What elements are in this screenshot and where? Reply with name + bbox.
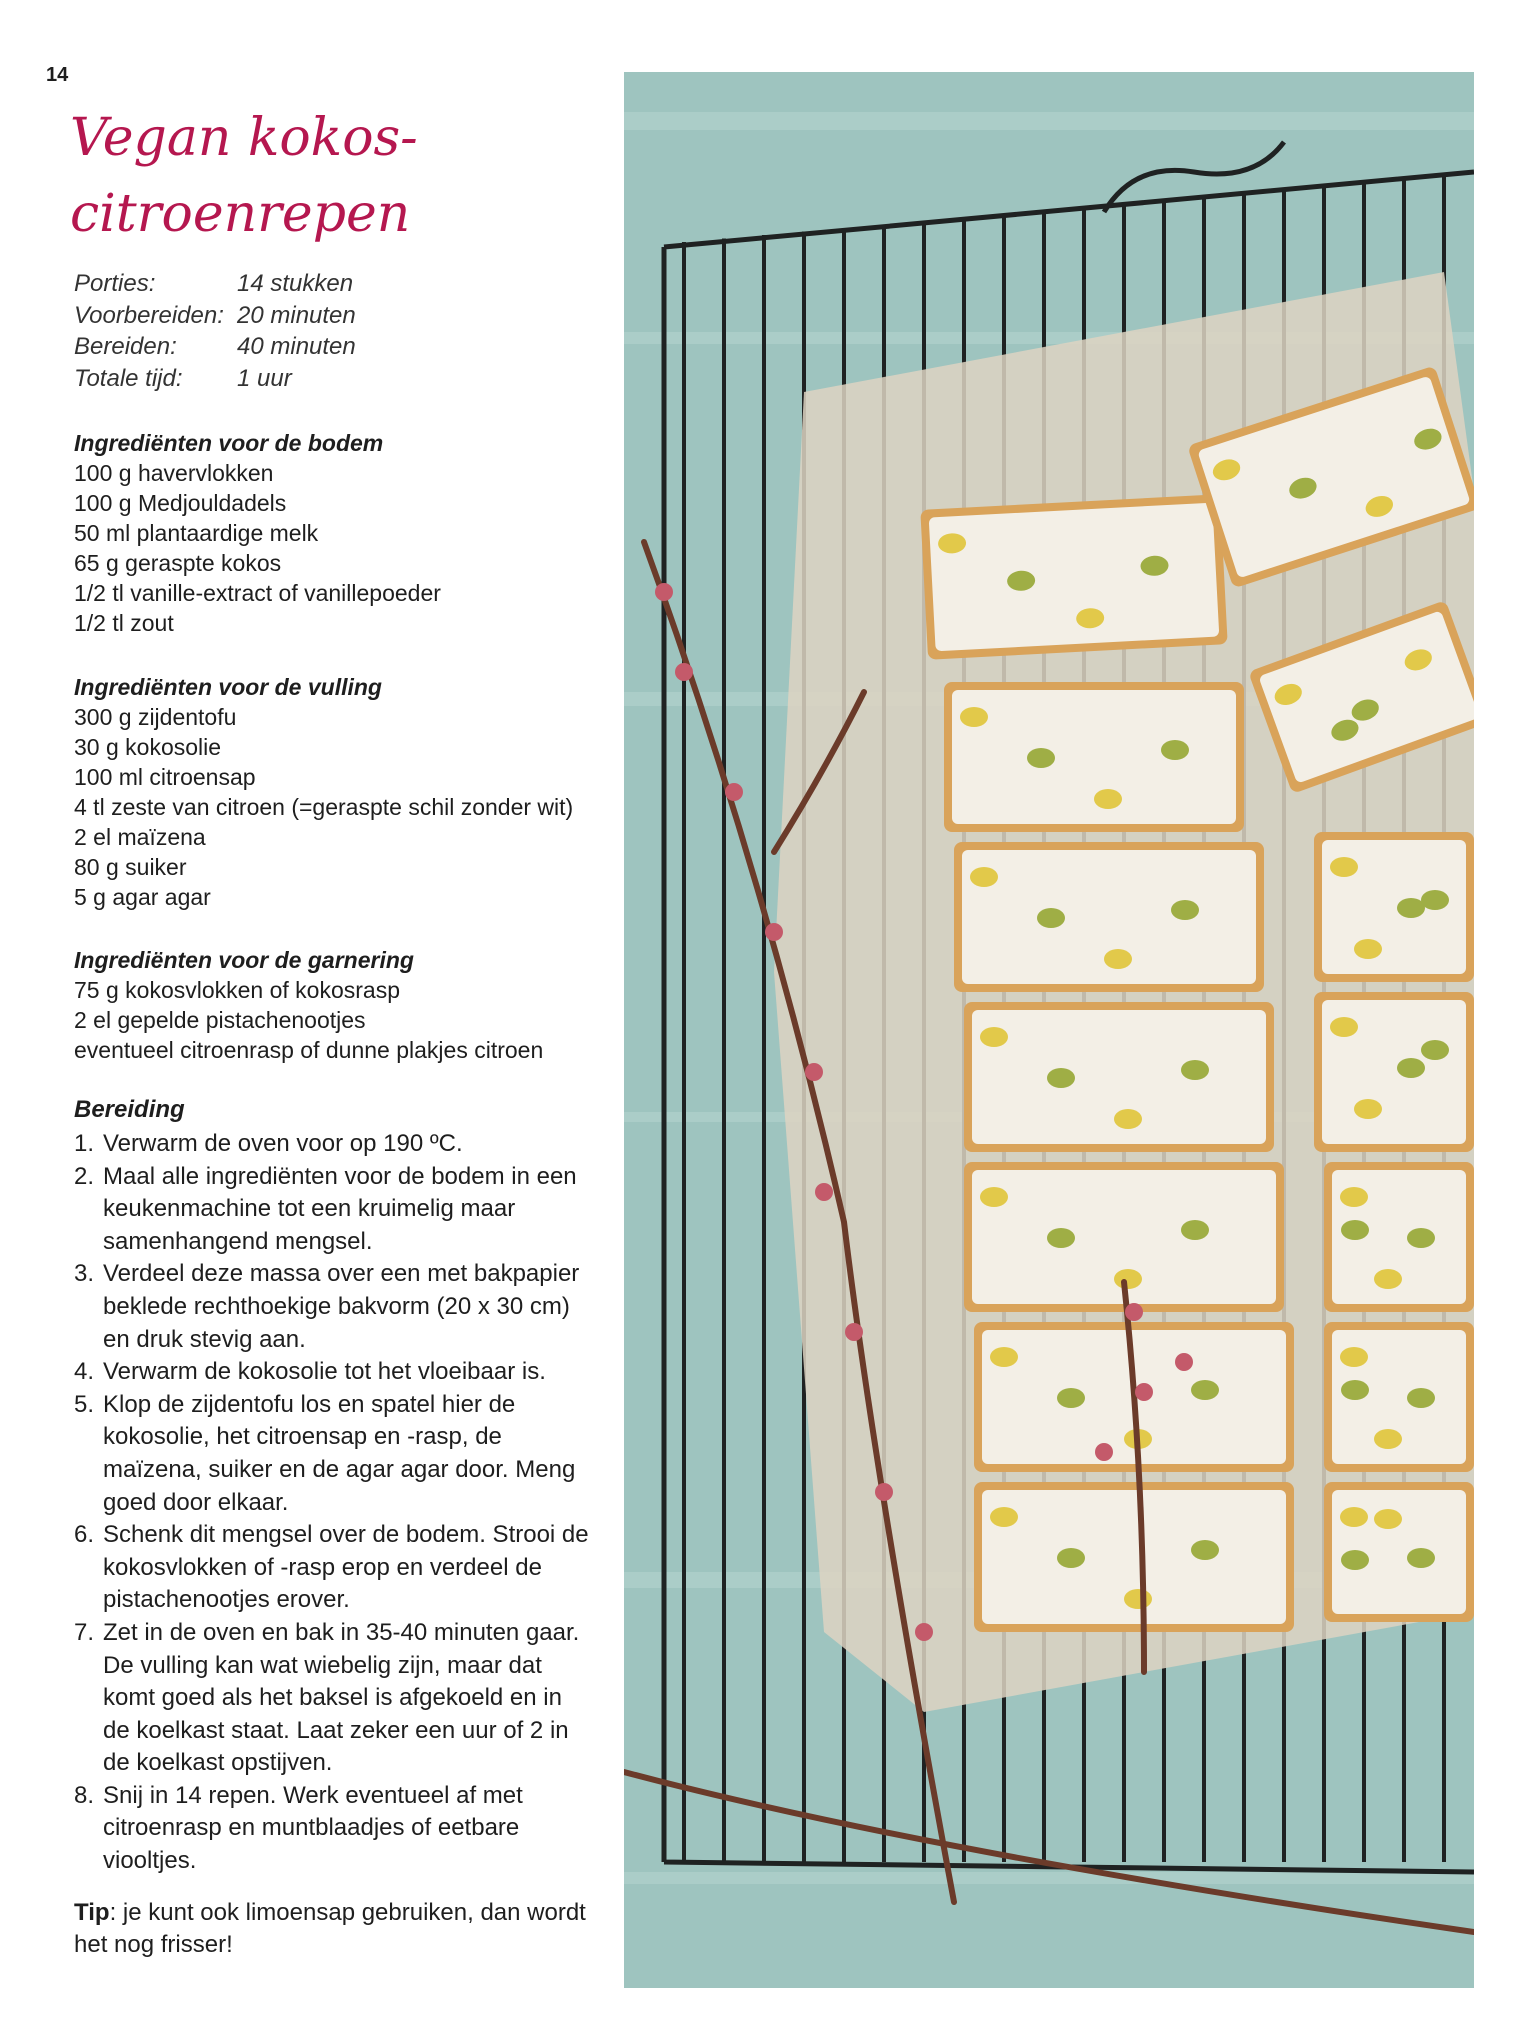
blossom-bud: [915, 1623, 933, 1641]
step-text: Snij in 14 repen. Werk eventueel af met citroenrasp en muntblaadjes of eetbare viooltjes.: [103, 1781, 523, 1875]
pistachio: [1114, 1269, 1142, 1289]
meta-value: 14 stukken: [237, 270, 354, 297]
step-number: 1.: [74, 1130, 95, 1157]
section-heading: Ingrediënten voor de garnering: [74, 947, 414, 973]
meta-value: 1 uur: [237, 364, 292, 392]
recipe-tip: [74, 1897, 594, 1961]
step-number: 8.: [74, 1781, 95, 1809]
section-heading: Ingrediënten voor de vulling: [74, 674, 382, 700]
step-number: 6.: [74, 1521, 95, 1549]
ingredient-item: 1/2 tl zout: [74, 610, 174, 636]
pistachio: [1027, 748, 1055, 768]
ingredient-item: 100 g Medjouldadels: [74, 490, 287, 516]
pistachio: [1104, 949, 1132, 969]
pistachio: [1407, 1548, 1435, 1568]
step-number: 2.: [74, 1162, 95, 1190]
pistachio: [1374, 1429, 1402, 1449]
section-heading: Ingrediënten voor de bodem: [74, 430, 384, 456]
pistachio: [1057, 1388, 1085, 1408]
coconut-bar: [1324, 1162, 1474, 1312]
pistachio: [1340, 1507, 1368, 1527]
tip-text: : je kunt ook limoensap gebruiken, dan wordt het nog frisser!: [74, 1899, 586, 1958]
preparation-steps: [74, 1094, 594, 1878]
step-number: 5.: [74, 1390, 95, 1418]
step-item: [74, 1356, 594, 1389]
step-text: Verwarm de kokosolie tot het vloeibaar is.: [103, 1358, 546, 1386]
coconut-bar: [1324, 1322, 1474, 1472]
blossom-bud: [875, 1483, 893, 1501]
ingredient-item: eventueel citroenrasp of dunne plakjes citroen: [74, 1037, 544, 1063]
ingredients-garnering: [74, 945, 594, 1065]
coconut-bar: [1314, 992, 1474, 1152]
meta-label: Bereiden:: [74, 333, 177, 360]
pistachio: [1354, 1099, 1382, 1119]
pistachio: [980, 1027, 1008, 1047]
blossom-bud: [1175, 1353, 1193, 1371]
meta-value: 20 minuten: [237, 301, 356, 329]
step-item: [74, 1617, 594, 1780]
pistachio: [960, 707, 988, 727]
blossom-bud: [725, 783, 743, 801]
step-item: [74, 1389, 594, 1519]
pistachio: [1407, 1388, 1435, 1408]
pistachio: [1354, 939, 1382, 959]
coconut-bar: [920, 494, 1227, 659]
step-text: Maal alle ingrediënten voor de bodem in een keukenmachine tot een kruimelig maar samenhangend mengsel.: [103, 1162, 577, 1255]
blossom-bud: [765, 923, 783, 941]
ingredient-item: 75 g kokosvlokken of kokosrasp: [74, 977, 401, 1003]
ingredient-item: 65 g geraspte kokos: [74, 550, 282, 576]
title-line-1: Vegan kokos-: [70, 108, 418, 168]
pistachio: [1094, 789, 1122, 809]
blossom-bud: [1095, 1443, 1113, 1461]
ingredient-item: 5 g agar agar: [74, 884, 211, 910]
step-number: 3.: [74, 1260, 95, 1288]
coconut-bar: [954, 842, 1264, 992]
pistachio: [1181, 1060, 1209, 1080]
pistachio: [1047, 1068, 1075, 1088]
ingredient-item: 1/2 tl vanille-extract of vanillepoeder: [74, 580, 441, 606]
blossom-bud: [1125, 1303, 1143, 1321]
coconut-bar: [1314, 832, 1474, 982]
ingredients-vulling: [74, 672, 594, 912]
ingredient-item: 2 el gepelde pistachenootjes: [74, 1007, 366, 1033]
meta-label: Totale tijd:: [74, 364, 183, 392]
blossom-bud: [815, 1183, 833, 1201]
step-item: [74, 1780, 594, 1878]
page-number: 14: [46, 64, 69, 86]
step-text: Verdeel deze massa over een met bakpapier beklede rechthoekige bakvorm (20 x 30 cm) en druk stevig aan.: [103, 1260, 580, 1353]
pistachio: [1341, 1220, 1369, 1240]
ingredient-item: 100 ml citroensap: [74, 764, 256, 790]
meta-label: Voorbereiden:: [74, 301, 224, 329]
title-line-2: citroenrepen: [70, 184, 411, 244]
step-text: Schenk dit mengsel over de bodem. Strooi de kokosvlokken of -rasp erop en verdeel de pistachenootjes erover.: [103, 1521, 589, 1614]
ingredient-item: 50 ml plantaardige melk: [74, 520, 319, 546]
coconut-bar: [944, 682, 1244, 832]
coconut-bar: [974, 1482, 1294, 1632]
step-item: [74, 1258, 594, 1356]
pistachio: [1191, 1540, 1219, 1560]
pistachio: [1341, 1380, 1369, 1400]
pistachio: [1341, 1550, 1369, 1570]
pistachio: [1330, 1017, 1358, 1037]
coconut-bar: [1324, 1482, 1474, 1622]
ingredient-item: 300 g zijdentofu: [74, 704, 237, 730]
blossom-bud: [845, 1323, 863, 1341]
ingredient-item: 100 g havervlokken: [74, 460, 274, 486]
section-heading: Bereiding: [74, 1096, 185, 1123]
step-number: 4.: [74, 1358, 95, 1386]
step-text: Klop de zijdentofu los en spatel hier de kokosolie, het citroensap en -rasp, de maïzena, suiker en de agar agar door. Meng goed door elkaar.: [103, 1390, 576, 1516]
pistachio: [1114, 1109, 1142, 1129]
pistachio: [1191, 1380, 1219, 1400]
pistachio: [1397, 898, 1425, 918]
pistachio: [990, 1507, 1018, 1527]
pistachio: [1124, 1589, 1152, 1609]
ingredient-item: 80 g suiker: [74, 854, 187, 880]
pistachio: [970, 867, 998, 887]
coconut-bar: [964, 1002, 1274, 1152]
step-text: Zet in de oven en bak in 35-40 minuten gaar. De vulling kan wat wiebelig zijn, maar dat komt goed als het baksel is afgekoeld en in de koelkast staat. Laat zeker een uur of 2 in de koelkast opstijven.: [103, 1618, 580, 1777]
tip-label: Tip: [74, 1899, 110, 1926]
pistachio: [1057, 1548, 1085, 1568]
blossom-bud: [1135, 1383, 1153, 1401]
pistachio: [1181, 1220, 1209, 1240]
meta-row: [74, 333, 356, 365]
meta-label: Porties:: [74, 270, 156, 297]
ingredient-item: 30 g kokosolie: [74, 734, 222, 760]
meta-row: [74, 270, 356, 302]
meta-value: 40 minuten: [237, 333, 356, 360]
step-item: [74, 1519, 594, 1617]
pistachio: [1161, 740, 1189, 760]
pistachio: [1397, 1058, 1425, 1078]
ingredient-item: 4 tl zeste van citroen (=geraspte schil zonder wit): [74, 794, 574, 820]
pistachio: [990, 1347, 1018, 1367]
ingredient-item: 2 el maïzena: [74, 824, 206, 850]
pistachio: [1340, 1347, 1368, 1367]
ingredients-bodem: [74, 428, 594, 638]
step-text: Verwarm de oven voor op 190 ºC.: [103, 1130, 463, 1157]
meta-row: [74, 365, 356, 397]
blossom-bud: [655, 583, 673, 601]
pistachio: [1047, 1228, 1075, 1248]
pistachio: [1340, 1187, 1368, 1207]
recipe-photo: [624, 72, 1474, 1988]
blossom-bud: [805, 1063, 823, 1081]
pistachio: [1374, 1509, 1402, 1529]
step-item: [74, 1161, 594, 1259]
blossom-bud: [675, 663, 693, 681]
pistachio: [980, 1187, 1008, 1207]
step-number: 7.: [74, 1618, 95, 1646]
recipe-meta: [74, 270, 356, 396]
pistachio: [1407, 1228, 1435, 1248]
pistachio: [1374, 1269, 1402, 1289]
pistachio: [1037, 908, 1065, 928]
pistachio: [1171, 900, 1199, 920]
meta-row: [74, 302, 356, 334]
step-item: [74, 1128, 594, 1161]
pistachio: [1421, 890, 1449, 910]
pistachio: [1421, 1040, 1449, 1060]
recipe-title: [70, 100, 590, 252]
pistachio: [1330, 857, 1358, 877]
